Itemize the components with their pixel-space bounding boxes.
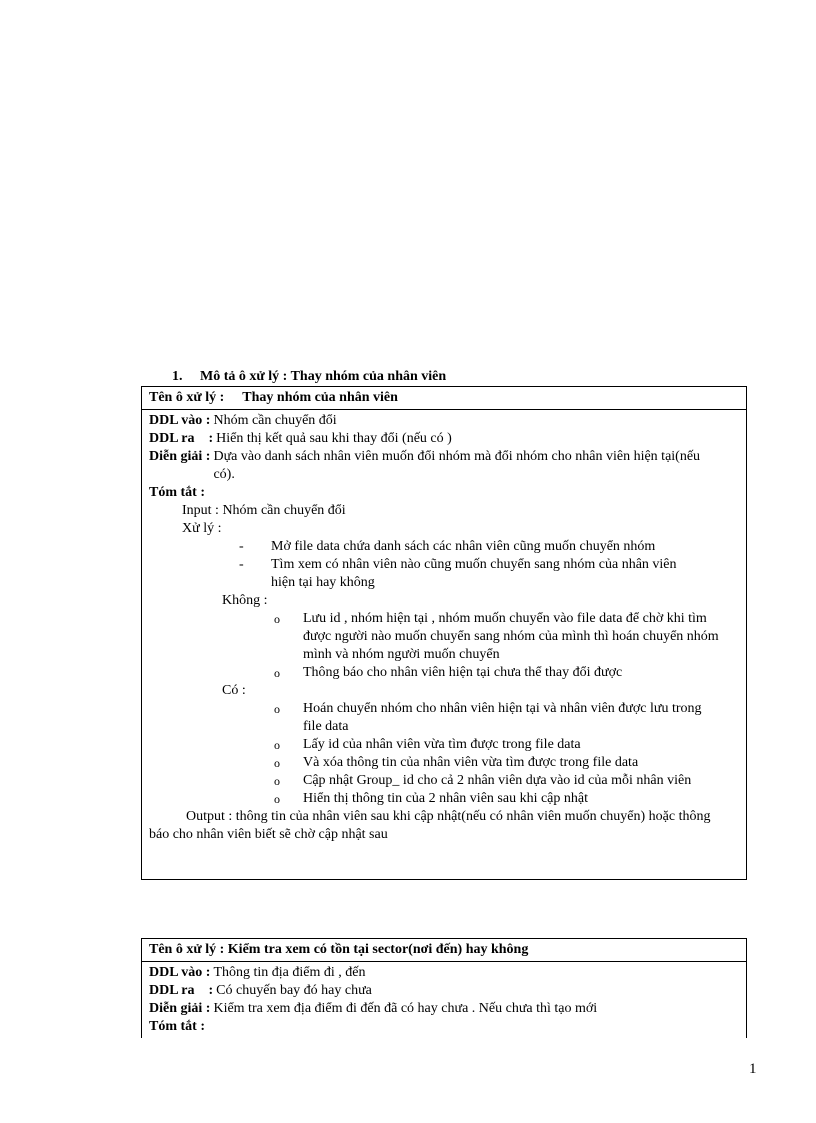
- co-label: Có :: [222, 683, 246, 698]
- list-item: [149, 664, 739, 682]
- title-value: Thay nhóm của nhân viên: [242, 390, 398, 405]
- ddl-ra-row: [149, 430, 739, 448]
- table-title-row: [142, 939, 746, 962]
- khong-item-text: Lưu id , nhóm hiện tại , nhóm muốn chuyển vào file data để chờ khi tìm được người nào muốn chuyển sang nhóm của mình thì hoán chuyển nhóm mình và nhóm người muốn chuyển: [303, 611, 719, 662]
- khong-item-text: Thông báo cho nhân viên hiện tại chưa thể thay đổi được: [303, 665, 623, 680]
- tom-tat-label: Tóm tắt :: [149, 1019, 205, 1034]
- dien-giai-label: Diễn giải :: [149, 449, 211, 464]
- co-item-text: Lấy id của nhân viên vừa tìm được trong file data: [303, 737, 581, 752]
- co-item-text: Và xóa thông tin của nhân viên vừa tìm được trong file data: [303, 755, 639, 770]
- table-body: [142, 962, 746, 1038]
- dash-item-text: Tìm xem có nhân viên nào cũng muốn chuyển sang nhóm của nhân viên hiện tại hay không: [271, 557, 677, 590]
- dien-giai-value: Dựa vào danh sách nhân viên muốn đổi nhóm mà đổi nhóm cho nhân viên hiện tại(nếu có).: [213, 449, 701, 482]
- section-number: 1.: [172, 369, 183, 384]
- ddl-vao-value: Nhóm cần chuyển đổi: [213, 413, 337, 428]
- dash-marker: -: [239, 539, 244, 554]
- ddl-vao-row: [149, 412, 739, 430]
- table-body: [142, 410, 746, 846]
- list-item: [149, 700, 739, 736]
- dien-giai-row: [149, 1000, 739, 1018]
- circle-bullet-icon: o: [274, 756, 280, 770]
- ddl-ra-row: [149, 982, 739, 1000]
- co-item-text: Hoán chuyển nhóm cho nhân viên hiện tại và nhân viên được lưu trong file data: [303, 701, 702, 734]
- title-label: Tên ô xử lý :: [149, 390, 225, 405]
- list-item: [149, 772, 739, 790]
- section-heading: [172, 368, 446, 386]
- circle-bullet-icon: o: [274, 702, 280, 716]
- dash-item-text: Mở file data chứa danh sách các nhân viên cũng muốn chuyển nhóm: [271, 539, 656, 554]
- list-item: [149, 610, 739, 664]
- section-title: Mô tả ô xử lý : Thay nhóm của nhân viên: [200, 369, 447, 384]
- ddl-ra-label: DDL ra :: [149, 431, 214, 446]
- ddl-vao-row: [149, 964, 739, 982]
- dash-marker: -: [239, 557, 244, 572]
- circle-bullet-icon: o: [274, 738, 280, 752]
- list-item: [149, 556, 739, 592]
- circle-bullet-icon: o: [274, 792, 280, 806]
- page-number: 1: [749, 1061, 757, 1077]
- list-item: [149, 736, 739, 754]
- khong-label: Không :: [222, 593, 268, 608]
- ddl-ra-value: Hiển thị kết quả sau khi thay đổi (nếu có ): [216, 431, 452, 446]
- list-item: [149, 538, 739, 556]
- xu-ly-line: Xử lý :: [182, 521, 222, 536]
- ddl-vao-value: Thông tin địa điểm đi , đến: [213, 965, 366, 980]
- co-item-text: Hiển thị thông tin của 2 nhân viên sau khi cập nhật: [303, 791, 588, 806]
- ddl-ra-label: DDL ra :: [149, 983, 214, 998]
- ddl-ra-value: Có chuyến bay đó hay chưa: [216, 983, 372, 998]
- process-description-table: [141, 386, 747, 880]
- dien-giai-value: Kiểm tra xem địa điểm đi đến đã có hay chưa . Nếu chưa thì tạo mới: [213, 1001, 598, 1016]
- circle-bullet-icon: o: [274, 612, 280, 626]
- tom-tat-label: Tóm tắt :: [149, 485, 205, 500]
- output-text: Output : thông tin của nhân viên sau khi cập nhật(nếu có nhân viên muốn chuyển) hoặc thông báo cho nhân viên biết sẽ chờ cập nhật sau: [149, 809, 711, 842]
- title-text: Tên ô xử lý : Kiểm tra xem có tồn tại sector(nơi đến) hay không: [149, 942, 529, 957]
- circle-bullet-icon: o: [274, 774, 280, 788]
- ddl-vao-label: DDL vào :: [149, 413, 211, 428]
- list-item: [149, 754, 739, 772]
- ddl-vao-label: DDL vào :: [149, 965, 211, 980]
- sector-check-table: [141, 938, 747, 1038]
- dien-giai-label: Diễn giải :: [149, 1001, 211, 1016]
- co-item-text: Cập nhật Group_ id cho cả 2 nhân viên dựa vào id của mỗi nhân viên: [303, 773, 692, 788]
- dien-giai-row: [149, 448, 739, 484]
- table-title-row: [142, 387, 746, 410]
- circle-bullet-icon: o: [274, 666, 280, 680]
- list-item: [149, 790, 739, 808]
- input-line: Input : Nhóm cần chuyển đổi: [182, 503, 346, 518]
